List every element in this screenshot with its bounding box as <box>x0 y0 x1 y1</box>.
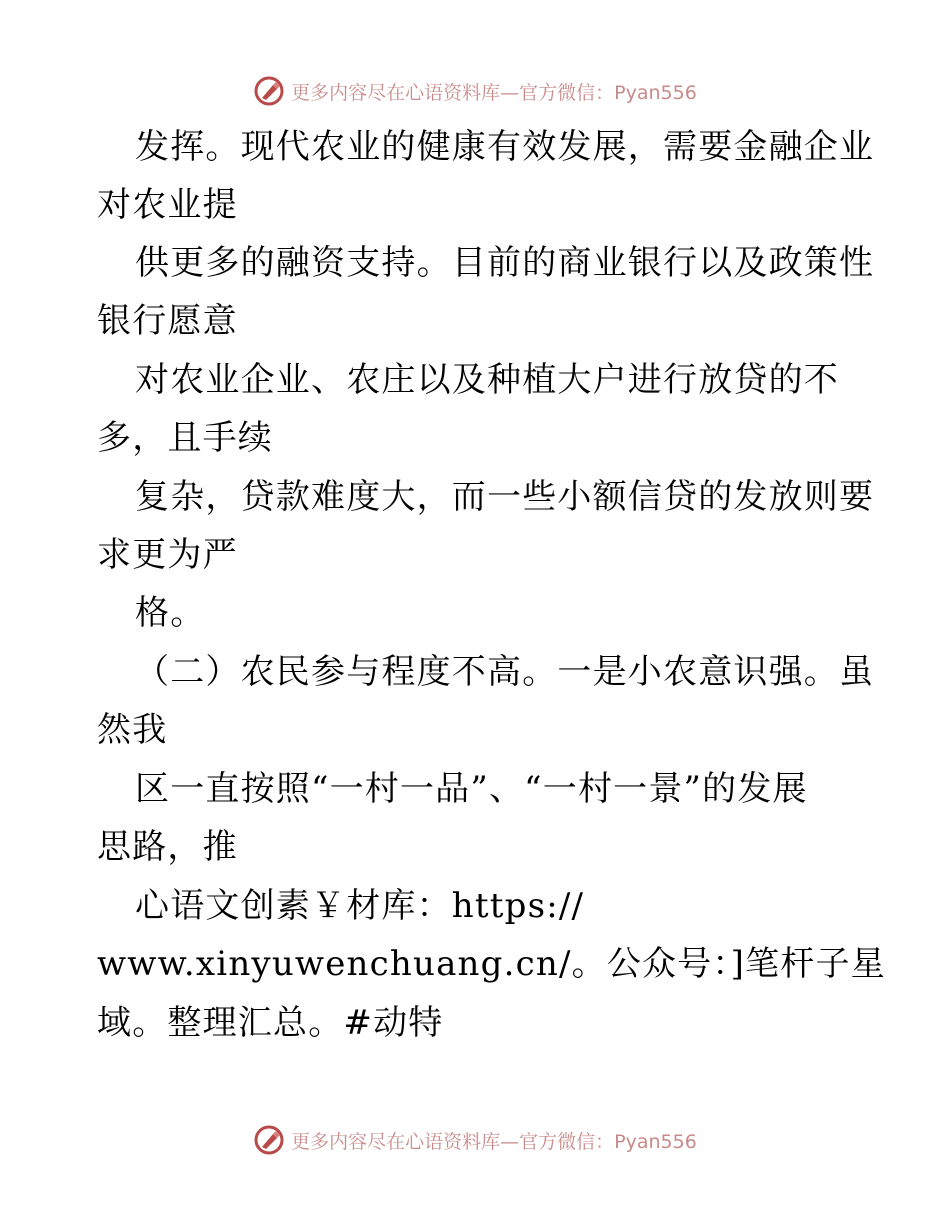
text-line: 供更多的融资支持。目前的商业银行以及政策性 <box>135 243 875 283</box>
text-line: 复杂，贷款难度大，而一些小额信贷的发放则要 <box>135 477 875 517</box>
text-line: 银行愿意 <box>97 301 238 341</box>
text-line: 多，且手续 <box>97 418 273 458</box>
text-line: 区一直按照“一村一品”、“一村一景”的发展 <box>135 769 808 809</box>
header-watermark <box>0 71 950 111</box>
watermark-wechat-id: Pyan556 <box>614 1130 697 1153</box>
pen-nib-logo-icon <box>253 75 285 107</box>
text-line: 发挥。现代农业的健康有效发展，需要金融企业 <box>135 127 875 167</box>
text-line: 对农业提 <box>97 185 238 225</box>
text-line: 然我 <box>97 710 168 750</box>
text-line: 域。整理汇总。#动特 <box>97 1003 444 1043</box>
pen-nib-logo-icon <box>253 1124 285 1156</box>
text-line: 思路，推 <box>97 827 238 867</box>
text-line: 格。 <box>135 593 206 633</box>
watermark-text <box>291 1127 697 1154</box>
text-line: 心语文创素￥材库：https:// <box>135 886 585 926</box>
text-line: （二）农民参与程度不高。一是小农意识强。虽 <box>135 652 875 692</box>
text-line: www.xinyuwenchuang.cn/。公众号：]笔杆子星 <box>97 944 886 984</box>
watermark-text-cn: 更多内容尽在心语资料库—官方微信： <box>291 1130 615 1153</box>
footer-watermark <box>0 1120 950 1160</box>
watermark-wechat-id: Pyan556 <box>614 81 697 104</box>
watermark-text-cn: 更多内容尽在心语资料库—官方微信： <box>291 81 615 104</box>
watermark-text <box>291 78 697 105</box>
text-line: 对农业企业、农庄以及种植大户进行放贷的不 <box>135 360 839 400</box>
text-line: 求更为严 <box>97 535 238 575</box>
